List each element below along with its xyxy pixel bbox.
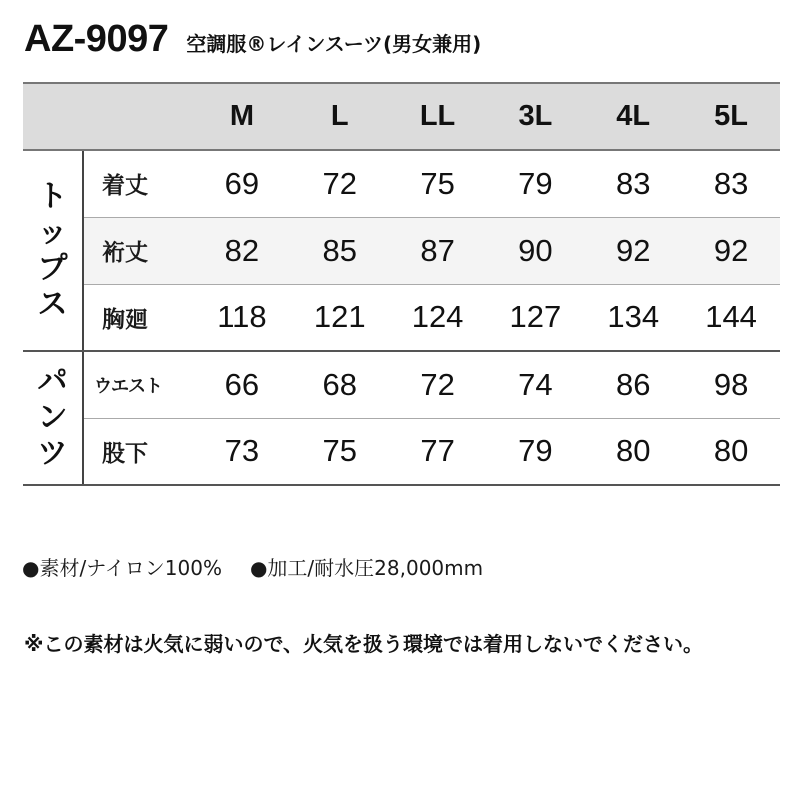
table-cell: 72 bbox=[291, 150, 389, 217]
header-corner-label bbox=[83, 83, 193, 150]
table-cell: 73 bbox=[193, 418, 291, 485]
row-label: 胸廻 bbox=[83, 284, 193, 351]
table-cell: 90 bbox=[486, 217, 584, 284]
table-row bbox=[23, 150, 780, 217]
table-cell: 124 bbox=[389, 284, 487, 351]
table-cell: 77 bbox=[389, 418, 487, 485]
table-cell: 92 bbox=[584, 217, 682, 284]
size-header-row bbox=[23, 83, 780, 150]
size-header: 3L bbox=[486, 83, 584, 150]
model-number: AZ-9097 bbox=[24, 18, 169, 60]
table-cell: 98 bbox=[682, 351, 780, 418]
table-cell: 74 bbox=[486, 351, 584, 418]
title-row bbox=[24, 18, 481, 70]
table-cell: 85 bbox=[291, 217, 389, 284]
table-cell: 79 bbox=[486, 150, 584, 217]
group-label-text: パ ン ツ bbox=[37, 364, 68, 471]
caution-note: ※この素材は火気に弱いので、火気を扱う環境では着用しないでください。 bbox=[24, 632, 704, 656]
material-info bbox=[22, 552, 483, 581]
table-cell: 86 bbox=[584, 351, 682, 418]
row-label: 股下 bbox=[83, 418, 193, 485]
size-chart-table bbox=[23, 82, 780, 486]
table-cell: 134 bbox=[584, 284, 682, 351]
table-cell: 121 bbox=[291, 284, 389, 351]
table-cell: 68 bbox=[291, 351, 389, 418]
table-cell: 69 bbox=[193, 150, 291, 217]
table-cell: 82 bbox=[193, 217, 291, 284]
table-row bbox=[23, 217, 780, 284]
table-cell: 72 bbox=[389, 351, 487, 418]
size-header: M bbox=[193, 83, 291, 150]
table-row bbox=[23, 351, 780, 418]
row-label: 着丈 bbox=[83, 150, 193, 217]
processing-text: ●加工/耐水圧28,000mm bbox=[249, 556, 484, 580]
table-cell: 80 bbox=[584, 418, 682, 485]
table-cell: 80 bbox=[682, 418, 780, 485]
row-label: 裄丈 bbox=[83, 217, 193, 284]
table-cell: 83 bbox=[584, 150, 682, 217]
table-row bbox=[23, 284, 780, 351]
table-cell: 87 bbox=[389, 217, 487, 284]
group-label-pants bbox=[23, 351, 83, 485]
product-name: 空調服®レインスーツ(男女兼用) bbox=[186, 32, 482, 56]
group-label-text: ト ッ プ ス bbox=[37, 178, 68, 322]
table-cell: 127 bbox=[486, 284, 584, 351]
size-header: LL bbox=[389, 83, 487, 150]
table-row bbox=[23, 418, 780, 485]
table-cell: 75 bbox=[389, 150, 487, 217]
size-header: 4L bbox=[584, 83, 682, 150]
table-cell: 83 bbox=[682, 150, 780, 217]
header-corner bbox=[23, 83, 83, 150]
table-cell: 66 bbox=[193, 351, 291, 418]
table-cell: 79 bbox=[486, 418, 584, 485]
size-header: 5L bbox=[682, 83, 780, 150]
material-text: ●素材/ナイロン100% bbox=[22, 556, 222, 580]
group-label-tops bbox=[23, 150, 83, 351]
table-cell: 75 bbox=[291, 418, 389, 485]
table-cell: 144 bbox=[682, 284, 780, 351]
table-cell: 118 bbox=[193, 284, 291, 351]
size-header: L bbox=[291, 83, 389, 150]
row-label: ウエスト bbox=[83, 351, 193, 418]
table-cell: 92 bbox=[682, 217, 780, 284]
